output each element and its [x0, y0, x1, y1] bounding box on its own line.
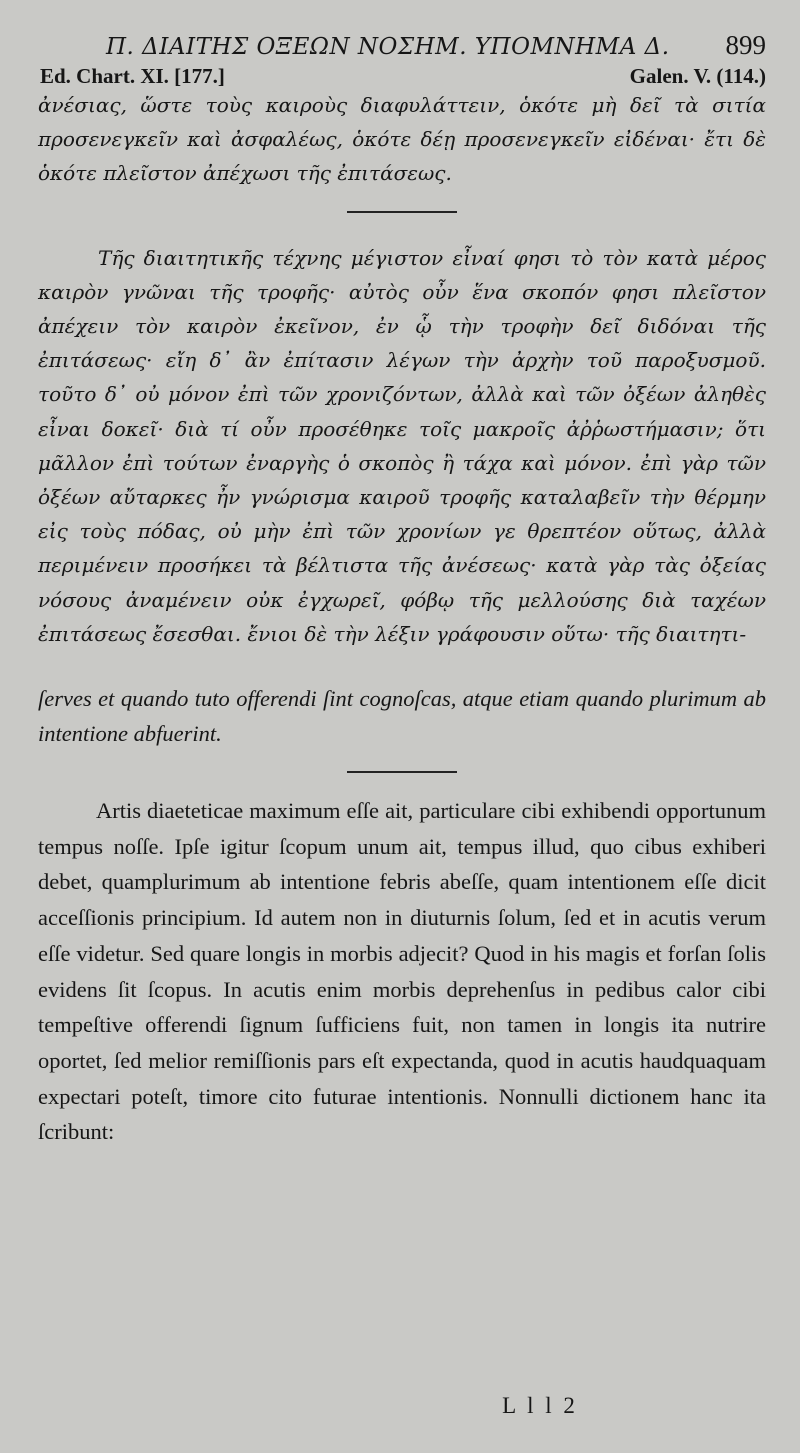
latin-commentary-paragraph: Artis diaeteticae maximum eſſe ait, particulare cibi exhibendi opportunum tempus noſſe. Ipſe igitur ſcopum unum ait, tempus illud, quo cibus exhiberi debet, quamplurimum ab intentione febris abeſſe, quam intentionem eſſe dicit acceſſionis principium. Id autem non in diuturnis ſolum, ſed et in acutis verum eſſe videtur. Sed quare longis in morbis adjecit? Quod in his magis et forſan ſolis evidens ſit ſcopus. In acutis enim morbis deprehenſus in pedibus calor cibi tempeſtive offerendi ſignum ſufficiens fuit, non tamen in longis ita nutrire oportet, ſed melior remiſſionis pars eſt expectanda, quod in acutis haudquaquam expectari poteſt, timore cito futurae intentionis. Nonnulli dictionem hanc ita ſcribunt: — [38, 798, 766, 1145]
page-number: 899 — [725, 30, 766, 60]
signature-mark-text: L l l 2 — [502, 1393, 578, 1418]
running-title: Π. ΔΙΑΙΤΗΣ ΟΞΕΩΝ ΝΟΣΗΜ. ΥΠΟΜΝΗΜΑ Δ. — [106, 34, 670, 60]
edition-chartier-reference: Ed. Chart. XI. [177.] — [40, 64, 225, 88]
signature-mark — [0, 1393, 800, 1419]
greek-commentary-paragraph: Τῆς διαιτητικῆς τέχνης μέγιστον εἶναί φησι τὸ τὸν κατὰ μέρος καιρὸν γνῶναι τῆς τροφῆς· αὐτὸς οὖν ἕνα σκοπόν φησι πλεῖστον ἀπέχειν τὸν καιρὸν ἐκεῖνον, ἐν ᾧ τὴν τροφὴν δεῖ διδόναι τῆς ἐπιτάσεως· εἴη δ᾽ ἂν ἐπίτασιν λέγων τὴν ἀρχὴν τοῦ παροξυσμοῦ. τοῦτο δ᾽ οὐ μόνον ἐπὶ τῶν χρονιζόντων, ἀλλὰ καὶ τῶν ὀξέων ἀληθὲς εἶναι δοκεῖ· διὰ τί οὖν προσέθηκε τοῖς μακροῖς ἀῤῥωστήμασιν; ὅτι μᾶλλον ἐπὶ τούτων ἐναργὴς ὁ σκοπὸς ἢ τάχα καὶ μόνον. ἐπὶ γὰρ τῶν ὀξέων αὔταρκες ἦν γνώρισμα καιροῦ τροφῆς καταλαβεῖν τὴν θέρμην εἰς τοὺς πόδας, οὐ μὴν ἐπὶ τῶν χρονίων γε θρεπτέον οὕτως, ἀλλὰ περιμένειν προσήκει τὰ βέλτιστα τῆς ἀνέσεως· κατὰ γὰρ τὰς ὀξείας νόσους ἀναμένειν οὐκ ἐγχωρεῖ, φόβῳ τῆς μελλούσης διὰ ταχέων ἐπιτάσεως ἔσεσθαι. ἔνιοι δὲ τὴν λέξιν γράφουσιν οὕτω· τῆς διαιτητι- — [38, 245, 766, 646]
section-divider — [347, 771, 457, 773]
edition-galen-reference: Galen. V. (114.) — [629, 64, 766, 88]
latin-text-continuation: ſerves et quando tuto offerendi ſint cognoſcas, atque etiam quando plurimum ab intentione abfuerint. — [38, 686, 766, 747]
section-divider — [347, 211, 457, 213]
edition-reference-line — [38, 64, 766, 92]
greek-text-continuation: ἀνέσιας, ὥστε τοὺς καιροὺς διαφυλάττειν, ὁκότε μὴ δεῖ τὰ σιτία προσενεγκεῖν καὶ ἀσφαλέως, ὁκότε δέῃ προσενεγκεῖν εἰδέναι· ἔτι δὲ ὁκότε πλεῖστον ἀπέχωσι τῆς ἐπιτάσεως. — [38, 93, 766, 186]
page-header — [38, 30, 766, 64]
